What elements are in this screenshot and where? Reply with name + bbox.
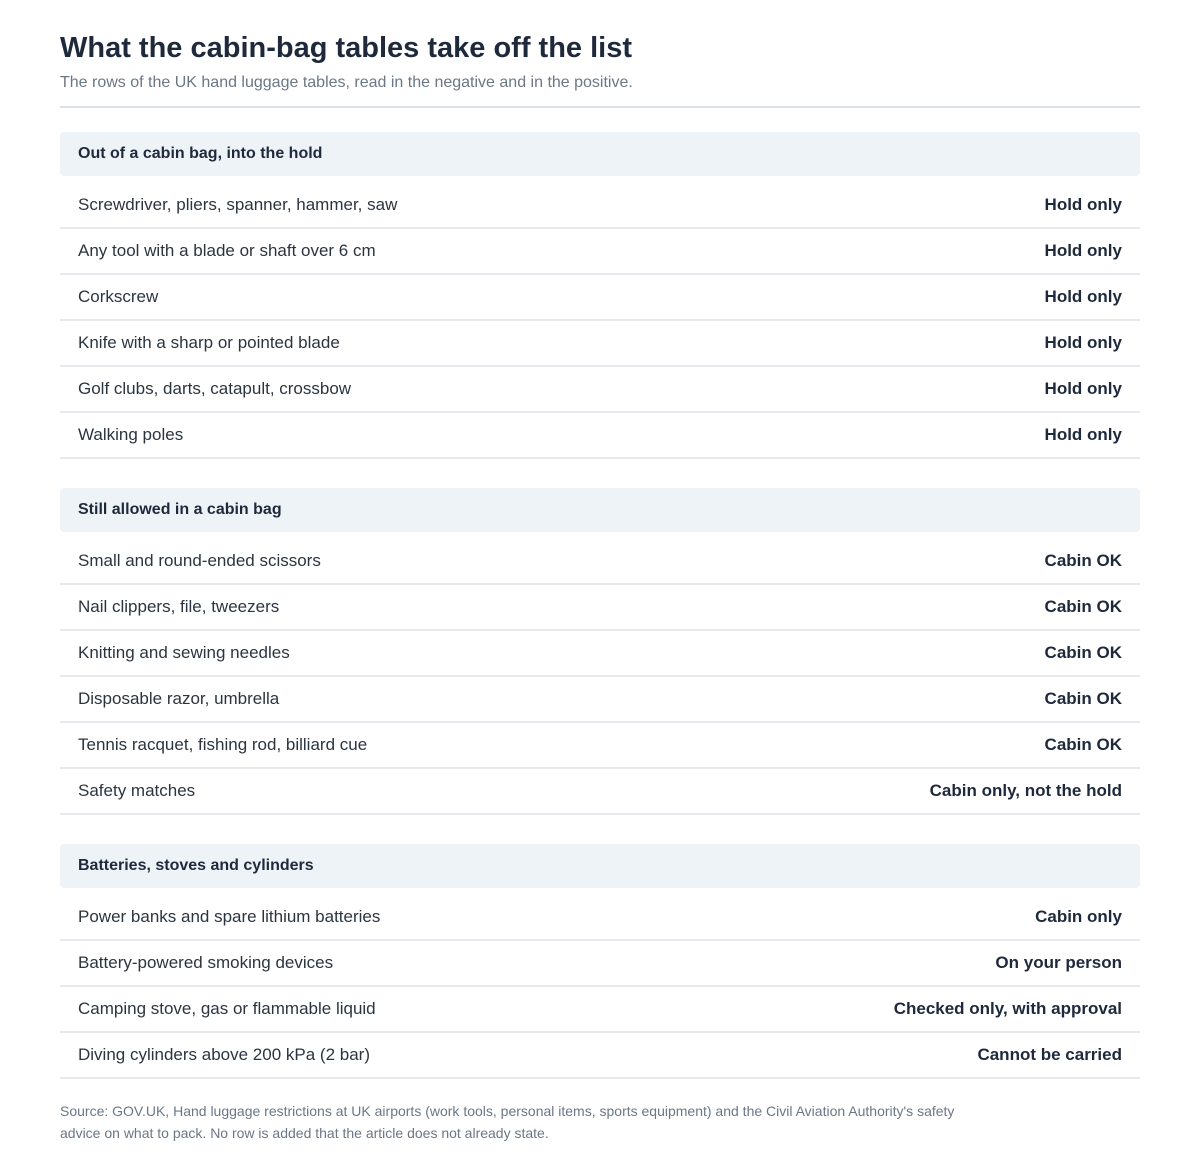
table-row	[60, 413, 1140, 459]
row-status: Hold only	[1044, 287, 1122, 306]
table-row	[60, 275, 1140, 321]
row-status: Hold only	[1044, 333, 1122, 352]
table-row	[60, 895, 1140, 941]
source-note: Source: GOV.UK, Hand luggage restrictions at UK airports (work tools, personal items, sports equipment) and the Civil Aviation Authority's safety advice on what to pack. No row is added that the article does not already state.	[60, 1103, 955, 1141]
table-row	[60, 1033, 1140, 1079]
row-item-label: Camping stove, gas or flammable liquid	[78, 999, 376, 1018]
table-row	[60, 585, 1140, 631]
row-status: Cabin OK	[1044, 597, 1122, 616]
row-status: Hold only	[1044, 241, 1122, 260]
row-status: Hold only	[1044, 195, 1122, 214]
row-status: Cabin only, not the hold	[929, 781, 1122, 800]
table-row	[60, 769, 1140, 815]
section-rows	[60, 895, 1140, 1079]
section	[60, 132, 1140, 459]
row-item-label: Battery-powered smoking devices	[78, 953, 334, 972]
row-item-label: Tennis racquet, fishing rod, billiard cue	[78, 735, 368, 754]
row-status: Cabin OK	[1044, 551, 1122, 570]
row-status: Hold only	[1044, 425, 1122, 444]
table-row	[60, 987, 1140, 1033]
row-status: Cannot be carried	[977, 1045, 1122, 1064]
row-item-label: Safety matches	[78, 781, 196, 800]
row-item-label: Walking poles	[78, 425, 184, 444]
row-item-label: Golf clubs, darts, catapult, crossbow	[78, 379, 352, 398]
section	[60, 844, 1140, 1079]
page-title: What the cabin-bag tables take off the list	[60, 32, 633, 64]
row-status: Checked only, with approval	[893, 999, 1122, 1018]
table-row	[60, 367, 1140, 413]
row-item-label: Corkscrew	[78, 287, 159, 306]
row-item-label: Knife with a sharp or pointed blade	[78, 333, 340, 352]
row-status: Cabin OK	[1044, 643, 1122, 662]
row-item-label: Nail clippers, file, tweezers	[78, 597, 280, 616]
sections-container	[60, 132, 1140, 1079]
row-item-label: Power banks and spare lithium batteries	[78, 907, 381, 926]
section	[60, 488, 1140, 815]
page-subtitle: The rows of the UK hand luggage tables, read in the negative and in the positive.	[60, 74, 633, 91]
table-row	[60, 723, 1140, 769]
row-status: Cabin OK	[1044, 735, 1122, 754]
table-row	[60, 321, 1140, 367]
row-item-label: Small and round-ended scissors	[78, 551, 321, 570]
row-status: Cabin OK	[1044, 689, 1122, 708]
section-heading: Still allowed in a cabin bag	[60, 488, 1140, 532]
section-heading: Out of a cabin bag, into the hold	[60, 132, 1140, 176]
table-row	[60, 539, 1140, 585]
table-row	[60, 183, 1140, 229]
table-row	[60, 677, 1140, 723]
row-item-label: Any tool with a blade or shaft over 6 cm	[78, 241, 376, 260]
table-row	[60, 941, 1140, 987]
row-item-label: Screwdriver, pliers, spanner, hammer, saw	[78, 195, 398, 214]
header-divider	[60, 106, 1140, 108]
row-status: Cabin only	[1035, 907, 1122, 926]
row-item-label: Knitting and sewing needles	[78, 643, 290, 662]
row-status: On your person	[995, 953, 1122, 972]
section-heading: Batteries, stoves and cylinders	[60, 844, 1140, 888]
row-item-label: Disposable razor, umbrella	[78, 689, 280, 708]
row-status: Hold only	[1044, 379, 1122, 398]
table-row	[60, 229, 1140, 275]
section-rows	[60, 539, 1140, 815]
section-rows	[60, 183, 1140, 459]
row-item-label: Diving cylinders above 200 kPa (2 bar)	[78, 1045, 370, 1064]
table-row	[60, 631, 1140, 677]
